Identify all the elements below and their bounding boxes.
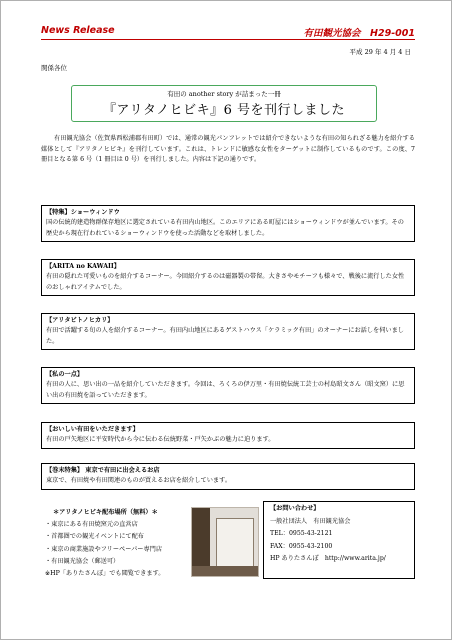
contact-org: 一般社団法人 有田観光協会	[270, 517, 351, 525]
section-feature	[41, 205, 415, 242]
section-food	[41, 422, 415, 449]
shop-window-photo	[191, 507, 259, 577]
distribution-list	[45, 507, 195, 580]
section-body: 有田の戸矢地区に平安時代から今に伝わる伝統野菜・戸矢かぶの魅力に迫ります。	[46, 436, 275, 444]
section-heading: 【ARITA no KAWAII】	[46, 263, 120, 270]
intro-paragraph: 有田観光協会（佐賀県西松浦郡有田町）では、通常の観光パンフレットでは紹介できないような有田の知られざる魅力を紹介する媒体として『アリタノヒビキ』を刊行しています。これは、トレンドに敏感な女性をターゲットに制作しているものです。この度、7 冊目となる第 6 号（1 冊目は 0 号）を刊行しました。内容は下記の通りです。	[41, 135, 415, 164]
list-item: ※HP「ありたさんぽ」でも閲覧できます。	[45, 570, 165, 578]
section-heading: 【私の一点】	[46, 371, 84, 378]
list-item: ・有田観光協会（郵送可）	[45, 557, 120, 565]
contact-website[interactable]: HP ありたさんぽ http://www.arita.jp/	[270, 555, 386, 563]
section-body: 有田の人に、思い出の一品を紹介していただきます。今回は、ろくろの伊万里・有田焼伝統工芸士の村島昭文さん（昭文窯）に思い出の有田焼を語っていただきます。	[46, 381, 405, 399]
addressee: 関係各位	[41, 64, 67, 72]
title-subtitle: 有田の another story が詰まった一冊	[167, 90, 281, 98]
section-heading: 【おいしい有田をいただきます】	[46, 426, 139, 433]
list-item: ・首都圏での観光イベントにて配布	[45, 533, 144, 541]
section-body: 有田で活躍する旬の人を紹介するコーナー。有田内山地区にあるゲストハウス「ケラミック有田」のオーナーにお話しを伺いました。	[46, 327, 404, 345]
section-heading: 【特集】ショーウィンドウ	[46, 209, 120, 216]
title-box	[71, 85, 377, 122]
section-people	[41, 313, 415, 350]
section-body: 国の伝統的建造物群保存地区に選定されている有田内山地区。このエリアにある町屋にはショーウィンドウが並んでいます。その歴史から現在行われているショーウィンドウを使った活動などを取材しました。	[46, 219, 404, 237]
section-kawaii	[41, 259, 415, 296]
contact-tel: TEL：0955-43-2121	[270, 530, 333, 538]
list-item: ・東京にある有田焼窯元の直営店	[45, 521, 138, 529]
list-item: ・東京の商業施設やフリーペーパー専門店	[45, 545, 163, 553]
section-body: 東京で、有田焼や有田関連のものが買えるお店を紹介しています。	[46, 477, 232, 485]
section-heading: 【アリタビトノヒカリ】	[46, 317, 114, 324]
contact-heading: 【お問い合わせ】	[270, 505, 320, 512]
news-release-label: News Release	[41, 25, 115, 36]
page-title: 『アリタノヒビキ』6 号を刊行しました	[103, 103, 345, 118]
issue-date: 平成 29 年 4 月 4 日	[349, 48, 411, 56]
contact-box	[263, 501, 415, 579]
doc-number: 有田観光協会 H29-001	[303, 28, 415, 39]
header-bar	[41, 25, 415, 39]
section-body: 有田の隠れた可愛いものを紹介するコーナー。今回紹介するのは磁器製の帯留。大きさやモチーフも様々で、戦後に流行した女性のおしゃれアイテムでした。	[46, 273, 405, 291]
distribution-heading: ＊アリタノヒビキ配布場所（無料）＊	[53, 509, 158, 516]
contact-fax: FAX：0955-43-2100	[270, 542, 333, 550]
section-my-item	[41, 367, 415, 404]
header-divider	[41, 39, 415, 40]
section-tokyo-shops	[41, 463, 415, 490]
section-heading: 【巻末特集】 東京で有田に出会えるお店	[46, 467, 160, 474]
